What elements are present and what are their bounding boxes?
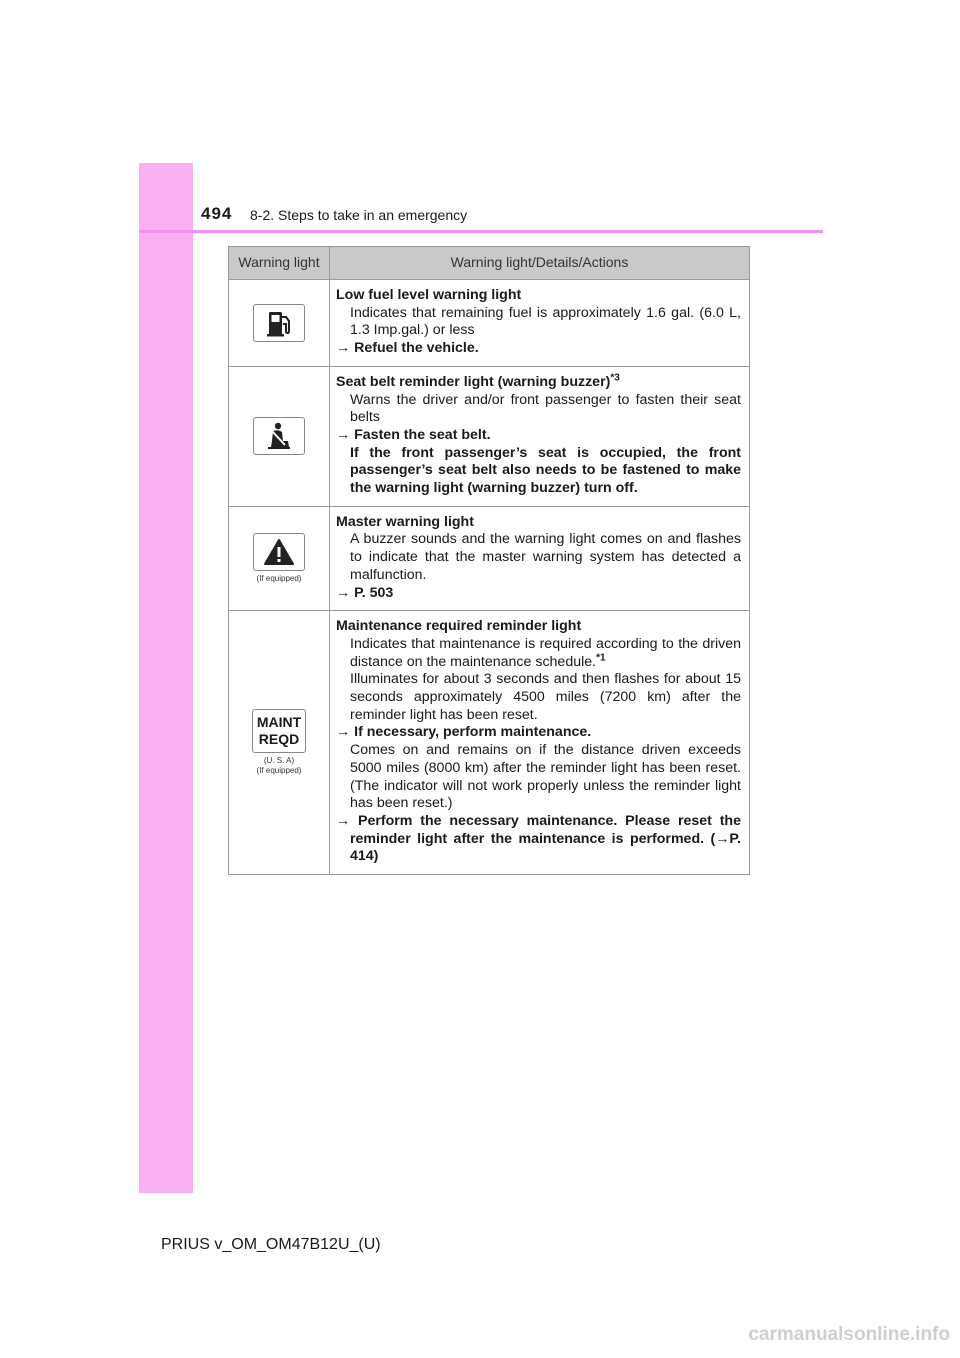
fuel-pump-icon xyxy=(253,304,305,342)
maint-reqd-icon xyxy=(252,709,306,753)
icon-caption: (If equipped) xyxy=(256,573,302,583)
warning-detail: Comes on and remains on if the distance driven exceeds 5000 miles (8000 km) after the reminder light has been reset. (The indicator will not work properly unless the reminder light has been reset.) xyxy=(350,742,741,812)
header-rule xyxy=(139,230,823,233)
details-cell xyxy=(330,366,750,506)
section-title: 8-2. Steps to take in an emergency xyxy=(250,207,468,223)
details-cell xyxy=(330,506,750,611)
warning-action-note: If the front passenger’s seat is occupied, the front passenger’s seat belt also needs to be fastened to make the warning light (warning buzzer) turn off. xyxy=(350,444,741,497)
table-row xyxy=(229,280,750,367)
warning-action: → Refuel the vehicle. xyxy=(336,340,479,357)
icon-cell xyxy=(229,506,330,611)
side-tab-band xyxy=(139,163,193,1193)
warning-title: Maintenance required reminder light xyxy=(336,618,582,635)
table-header-row xyxy=(229,247,750,280)
warning-detail-text: Indicates that maintenance is required according to the driven distance on the maintenance schedule. xyxy=(350,635,741,670)
warning-action: → Perform the necessary maintenance. Please reset the reminder light after the maintenance is performed. (→P. 414) xyxy=(336,812,741,865)
warning-light-table xyxy=(228,246,750,875)
icon-cell xyxy=(229,280,330,367)
warning-title xyxy=(336,374,741,392)
icon-caption: (U. S. A) xyxy=(263,756,295,766)
footer-doc-code: PRIUS v_OM_OM47B12U_(U) xyxy=(161,1236,381,1253)
footnote-mark: *1 xyxy=(596,651,606,663)
warning-title: Low fuel level warning light xyxy=(336,287,522,303)
warning-detail xyxy=(336,636,741,671)
details-cell xyxy=(330,611,750,875)
icon-caption-equipped: (If equipped) xyxy=(256,766,302,776)
warning-detail: A buzzer sounds and the warning light comes on and flashes to indicate that the master warning system has detected a malfunction. xyxy=(350,531,741,583)
icon-cell xyxy=(229,611,330,875)
warning-title-text: Seat belt reminder light (warning buzzer) xyxy=(336,373,611,390)
column-header-details: Warning light/Details/Actions xyxy=(330,247,750,280)
maint-label: MAINT xyxy=(256,714,302,731)
icon-cell xyxy=(229,366,330,506)
warning-detail: Indicates that remaining fuel is approximately 1.6 gal. (6.0 L, 1.3 Imp.gal.) or less xyxy=(350,304,741,339)
footnote-mark: *3 xyxy=(610,372,620,384)
table-row xyxy=(229,366,750,506)
warning-action: → If necessary, perform maintenance. xyxy=(336,724,592,741)
warning-detail: Warns the driver and/or front passenger to fasten their seat belts xyxy=(350,391,741,426)
master-warning-icon xyxy=(253,533,305,571)
column-header-warning-light: Warning light xyxy=(229,247,330,280)
table-row xyxy=(229,611,750,875)
watermark[interactable]: carmanualsonline.info xyxy=(748,1324,950,1345)
warning-detail: Illuminates for about 3 seconds and then flashes for about 15 seconds approximately 4500 miles (7200 km) after the reminder light has been reset. xyxy=(350,671,741,723)
seat-belt-icon xyxy=(253,417,305,455)
table-row xyxy=(229,506,750,611)
warning-action: → Fasten the seat belt. xyxy=(336,426,491,443)
reqd-label: REQD xyxy=(258,731,300,748)
warning-action: → P. 503 xyxy=(336,584,394,601)
warning-title: Master warning light xyxy=(336,513,474,530)
page-number: 494 xyxy=(201,204,233,223)
details-cell xyxy=(330,280,750,367)
